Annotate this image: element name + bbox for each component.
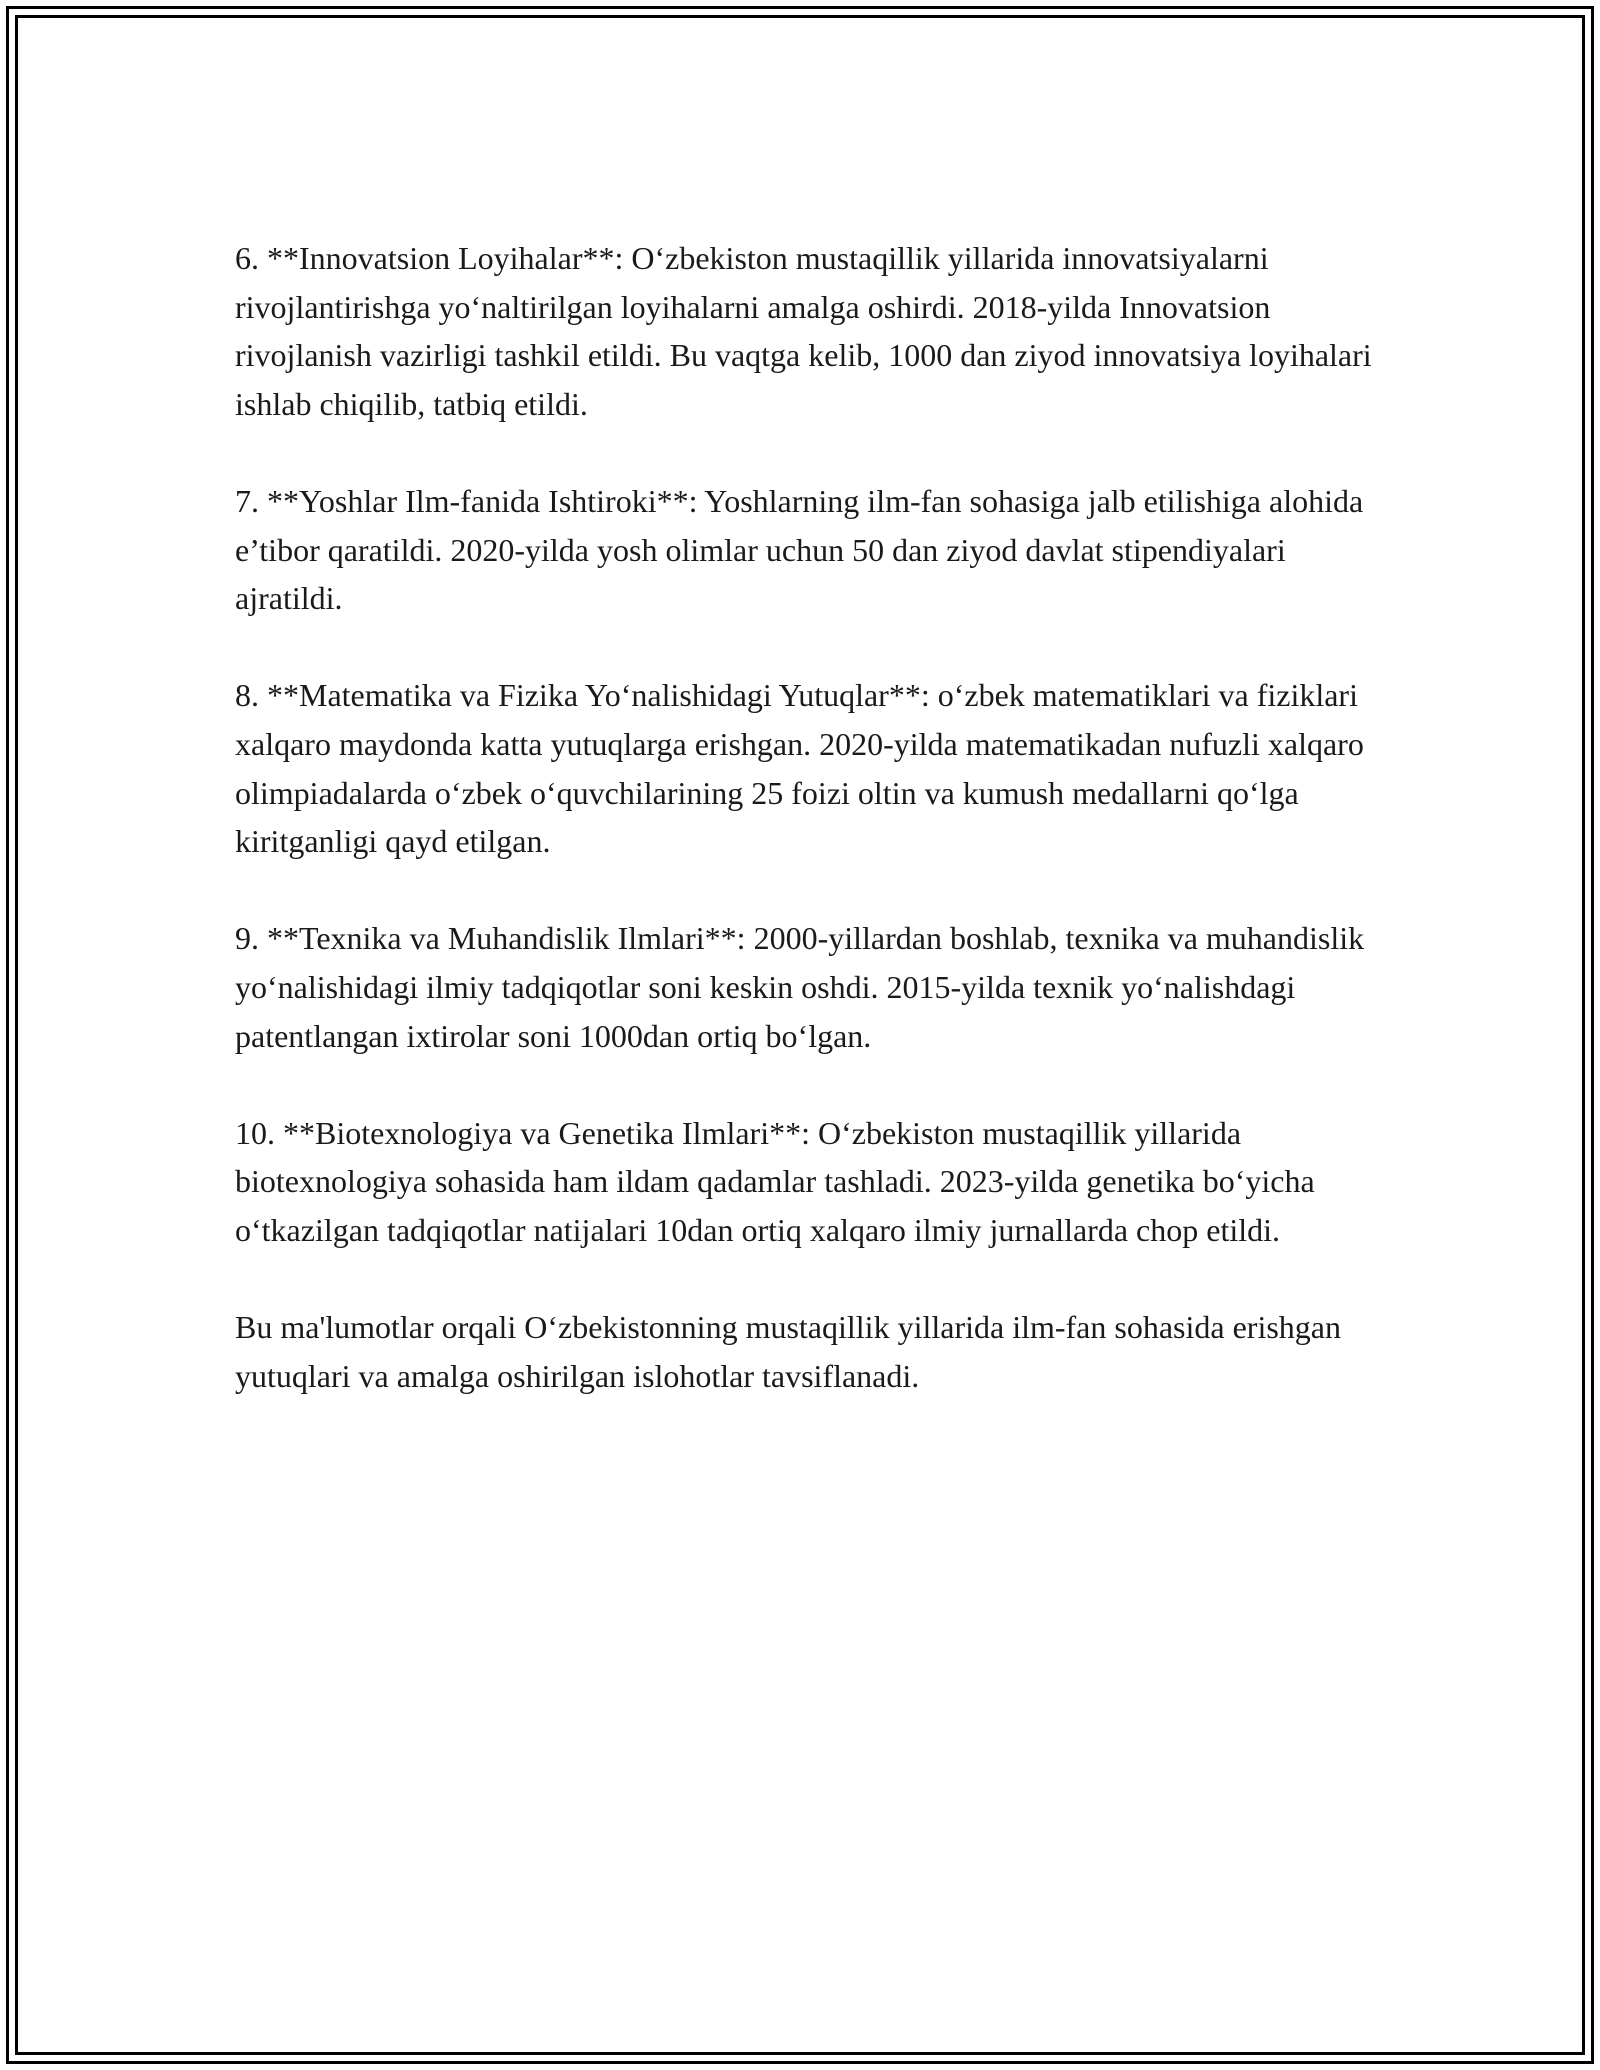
paragraph-texnika-muhandislik: 9. **Texnika va Muhandislik Ilmlari**: 2000-yillardan boshlab, texnika va muhandislik yo‘nalishidagi ilmiy tadqiqotlar soni keskin oshdi. 2015-yilda texnik yo‘nalishdagi patentlangan ixtirolar soni 1000dan ortiq bo‘lgan. xyxy=(235,920,1365,1054)
paragraph-conclusion: Bu ma'lumotlar orqali O‘zbekistonning mustaqillik yillarida ilm-fan sohasida erishgan yutuqlari va amalga oshirilgan islohotlar tavsiflanadi. xyxy=(235,1309,1341,1394)
paragraph-innovatsion-loyihalar: 6. **Innovatsion Loyihalar**: O‘zbekiston mustaqillik yillarida innovatsiyalarni rivojlantirishga yo‘naltirilgan loyihalarni amalga oshirdi. 2018-yilda Innovatsion rivojlanish vazirligi tashkil etildi. Bu vaqtga kelib, 1000 dan ziyod innovatsiya loyihalari ishlab chiqilib, tatbiq etildi. xyxy=(235,240,1372,422)
document-body xyxy=(235,234,1375,1449)
paragraph-matematika-fizika: 8. **Matematika va Fizika Yo‘nalishidagi Yutuqlar**: o‘zbek matematiklari va fiziklari xalqaro maydonda katta yutuqlarga erishgan. 2020-yilda matematikadan nufuzli xalqaro olimpiadalarda o‘zbek o‘quvchilarining 25 foizi oltin va kumush medallarni qo‘lga kiritganligi qayd etilgan. xyxy=(235,677,1364,860)
paragraph-biotexnologiya-genetika: 10. **Biotexnologiya va Genetika Ilmlari**: O‘zbekiston mustaqillik yillarida biotexnologiya sohasida ham ildam qadamlar tashladi. 2023-yilda genetika bo‘yicha o‘tkazilgan tadqiqotlar natijalari 10dan ortiq xalqaro ilmiy jurnallarda chop etildi. xyxy=(235,1114,1315,1248)
paragraph-yoshlar-ilm-fanida: 7. **Yoshlar Ilm-fanida Ishtiroki**: Yoshlarning ilm-fan sohasiga jalb etilishiga alohida e’tibor qaratildi. 2020-yilda yosh olimlar uchun 50 dan ziyod davlat stipendiyalari ajratildi. xyxy=(235,482,1364,617)
